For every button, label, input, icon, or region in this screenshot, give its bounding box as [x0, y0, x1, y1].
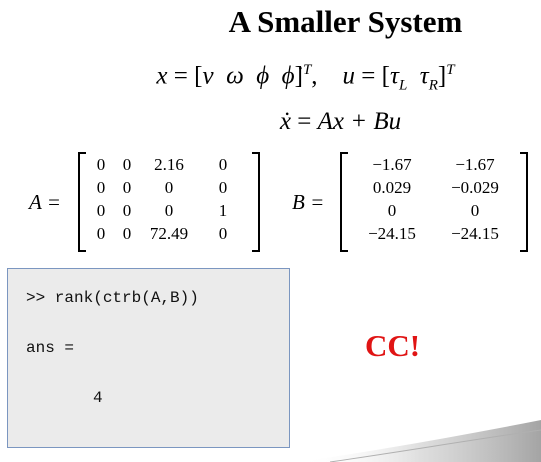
matrix-a-cell: 0 — [122, 223, 132, 243]
tau-sub-left: L — [398, 77, 408, 94]
matrix-b-cell: 0 — [387, 200, 397, 220]
matrix-b-left-bracket — [340, 152, 348, 252]
matrix-a-row — [88, 222, 248, 245]
matrix-a-row — [88, 199, 248, 222]
state-var-omega: ω — [226, 62, 244, 90]
conclusion-text: CC! — [365, 328, 421, 363]
matrix-a-cell: 0 — [96, 200, 106, 220]
matrix-a-row — [88, 176, 248, 199]
matlab-console — [7, 268, 290, 448]
dynamics-equation: ẋ = Ax + Bu — [279, 108, 402, 135]
state-symbol: x — [156, 62, 168, 90]
matrix-b-cell: −24.15 — [451, 223, 499, 243]
matrix-a-left-bracket — [78, 152, 86, 252]
tau-sub-right: R — [428, 77, 438, 94]
tau-symbol: τ — [419, 62, 429, 90]
matrix-a-cell: 72.49 — [149, 223, 189, 243]
matrix-a-cell: 1 — [218, 200, 228, 220]
state-var-phidot: ϕ̇ — [281, 62, 295, 90]
matrix-b — [352, 153, 518, 245]
matrix-a-cell: 0 — [96, 154, 106, 174]
input-symbol: u — [342, 62, 356, 90]
matrix-b-right-bracket — [520, 152, 528, 252]
matrix-a-cell: 0 — [164, 200, 174, 220]
matrix-b-row — [352, 199, 518, 222]
matrix-a-cell: 0 — [122, 177, 132, 197]
matrix-a-cell: 0 — [96, 177, 106, 197]
matrix-a-cell: 0 — [96, 223, 106, 243]
matrix-b-cell: 0.029 — [372, 177, 412, 197]
slide-title: A Smaller System — [228, 4, 463, 39]
matrix-b-cell: −24.15 — [368, 223, 416, 243]
matrix-b-cell: −1.67 — [372, 154, 412, 174]
matrix-a-cell: 0 — [164, 177, 174, 197]
matrix-a-cell: 0 — [122, 200, 132, 220]
matrix-a — [88, 153, 248, 245]
matrix-a-cell: 0 — [218, 223, 228, 243]
dynamics-rhs: Ax + Bu — [317, 108, 402, 135]
matrix-b-row — [352, 153, 518, 176]
matrix-a-cell: 0 — [218, 177, 228, 197]
matrix-b-label: B = — [292, 190, 325, 214]
transpose-mark: T — [302, 62, 312, 78]
matrix-a-cell: 2.16 — [154, 154, 184, 174]
transpose-mark: T — [446, 62, 455, 78]
matrix-b-cell: −0.029 — [451, 177, 499, 197]
dynamics-lhs: ẋ — [279, 108, 291, 135]
console-result: 4 — [93, 389, 103, 407]
console-ans-label: ans = — [26, 339, 75, 357]
matrix-b-cell: −1.67 — [455, 154, 495, 174]
matrix-a-cell: 0 — [122, 154, 132, 174]
matrix-a-row — [88, 153, 248, 176]
matrix-b-row — [352, 222, 518, 245]
matrix-b-cell: 0 — [470, 200, 480, 220]
matrix-a-label: A = — [29, 190, 61, 214]
matrix-b-row — [352, 176, 518, 199]
matrix-a-right-bracket — [252, 152, 260, 252]
state-var-v: v — [202, 62, 214, 90]
state-var-phi: ϕ — [256, 62, 270, 90]
matrix-a-cell: 0 — [218, 154, 228, 174]
tau-symbol: τ — [389, 62, 399, 90]
console-command: >> rank(ctrb(A,B)) — [26, 289, 199, 307]
state-input-definition: x = [v ω ϕ ϕ̇]$^T$, $u = [\tau_L$ $\tau_R]^T$ — [156, 62, 455, 94]
